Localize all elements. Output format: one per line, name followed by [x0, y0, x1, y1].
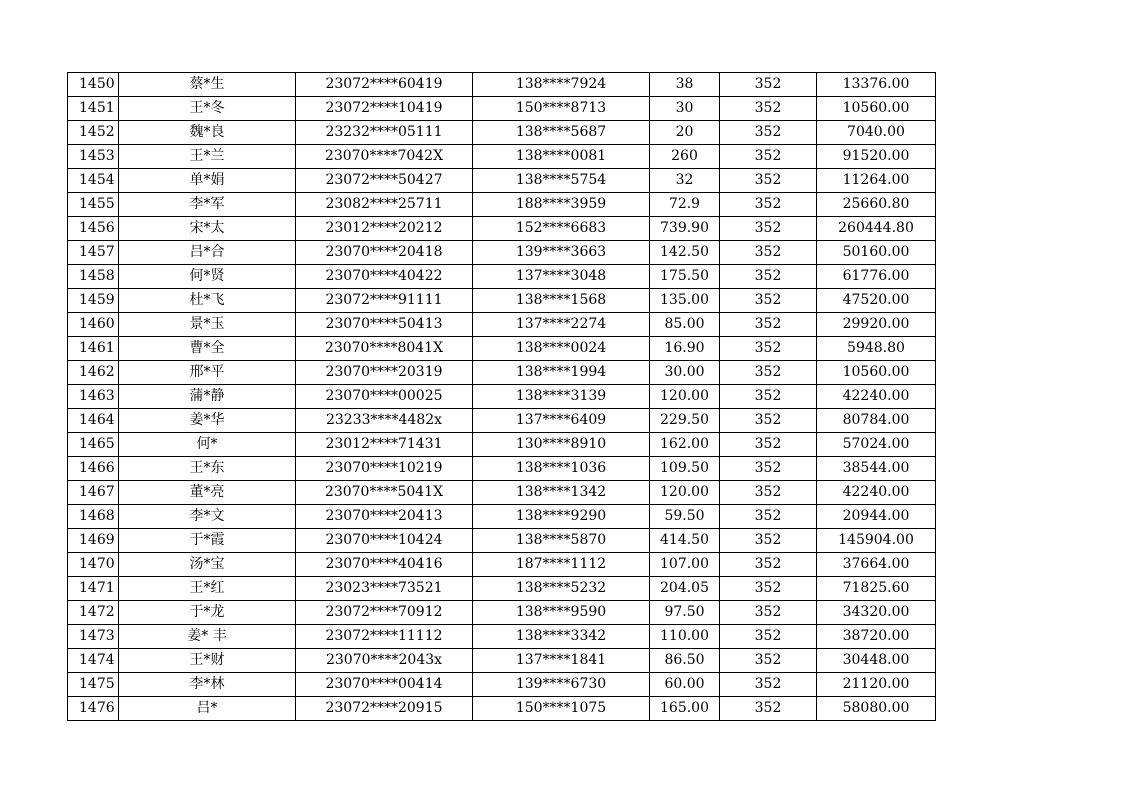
quantity-cell: 32 [650, 169, 720, 193]
name-cell: 姜*华 [119, 409, 296, 433]
name-cell: 姜* 丰 [119, 625, 296, 649]
quantity-cell: 135.00 [650, 289, 720, 313]
table-row [68, 97, 936, 121]
quantity-cell: 30 [650, 97, 720, 121]
name-cell: 杜*飞 [119, 289, 296, 313]
amount-cell: 61776.00 [817, 265, 936, 289]
unit-price-cell: 352 [720, 697, 817, 721]
amount-cell: 47520.00 [817, 289, 936, 313]
amount-cell: 7040.00 [817, 121, 936, 145]
table-row [68, 505, 936, 529]
name-cell: 董*亮 [119, 481, 296, 505]
id-number-cell: 23070****20418 [296, 241, 473, 265]
id-number-cell: 23012****20212 [296, 217, 473, 241]
quantity-cell: 107.00 [650, 553, 720, 577]
unit-price-cell: 352 [720, 169, 817, 193]
unit-price-cell: 352 [720, 481, 817, 505]
row-number-cell: 1454 [68, 169, 119, 193]
unit-price-cell: 352 [720, 385, 817, 409]
name-cell: 魏*良 [119, 121, 296, 145]
amount-cell: 42240.00 [817, 385, 936, 409]
quantity-cell: 739.90 [650, 217, 720, 241]
unit-price-cell: 352 [720, 241, 817, 265]
phone-cell: 138****9590 [473, 601, 650, 625]
table-row [68, 385, 936, 409]
row-number-cell: 1467 [68, 481, 119, 505]
name-cell: 李*林 [119, 673, 296, 697]
row-number-cell: 1457 [68, 241, 119, 265]
row-number-cell: 1469 [68, 529, 119, 553]
id-number-cell: 23070****40422 [296, 265, 473, 289]
phone-cell: 138****5232 [473, 577, 650, 601]
table-row [68, 361, 936, 385]
name-cell: 曹*全 [119, 337, 296, 361]
unit-price-cell: 352 [720, 193, 817, 217]
amount-cell: 37664.00 [817, 553, 936, 577]
table-row [68, 409, 936, 433]
phone-cell: 150****1075 [473, 697, 650, 721]
amount-cell: 38544.00 [817, 457, 936, 481]
phone-cell: 150****8713 [473, 97, 650, 121]
name-cell: 吕*合 [119, 241, 296, 265]
amount-cell: 25660.80 [817, 193, 936, 217]
row-number-cell: 1472 [68, 601, 119, 625]
table-row [68, 697, 936, 721]
phone-cell: 188****3959 [473, 193, 650, 217]
quantity-cell: 162.00 [650, 433, 720, 457]
amount-cell: 58080.00 [817, 697, 936, 721]
amount-cell: 80784.00 [817, 409, 936, 433]
unit-price-cell: 352 [720, 313, 817, 337]
quantity-cell: 414.50 [650, 529, 720, 553]
quantity-cell: 20 [650, 121, 720, 145]
row-number-cell: 1455 [68, 193, 119, 217]
id-number-cell: 23070****20413 [296, 505, 473, 529]
quantity-cell: 30.00 [650, 361, 720, 385]
name-cell: 王*财 [119, 649, 296, 673]
table-row [68, 601, 936, 625]
id-number-cell: 23070****10219 [296, 457, 473, 481]
quantity-cell: 110.00 [650, 625, 720, 649]
row-number-cell: 1461 [68, 337, 119, 361]
row-number-cell: 1463 [68, 385, 119, 409]
name-cell: 蔡*生 [119, 73, 296, 97]
table-row [68, 649, 936, 673]
table-row [68, 433, 936, 457]
quantity-cell: 59.50 [650, 505, 720, 529]
table-row [68, 457, 936, 481]
id-number-cell: 23023****73521 [296, 577, 473, 601]
id-number-cell: 23233****4482x [296, 409, 473, 433]
id-number-cell: 23072****50427 [296, 169, 473, 193]
table-row [68, 265, 936, 289]
phone-cell: 138****0024 [473, 337, 650, 361]
name-cell: 单*娟 [119, 169, 296, 193]
unit-price-cell: 352 [720, 121, 817, 145]
row-number-cell: 1476 [68, 697, 119, 721]
name-cell: 吕* [119, 697, 296, 721]
amount-cell: 34320.00 [817, 601, 936, 625]
table-row [68, 313, 936, 337]
id-number-cell: 23070****50413 [296, 313, 473, 337]
id-number-cell: 23070****8041X [296, 337, 473, 361]
quantity-cell: 72.9 [650, 193, 720, 217]
table-row [68, 481, 936, 505]
data-table [67, 72, 936, 721]
quantity-cell: 175.50 [650, 265, 720, 289]
amount-cell: 260444.80 [817, 217, 936, 241]
table-row [68, 241, 936, 265]
table-row [68, 673, 936, 697]
id-number-cell: 23072****60419 [296, 73, 473, 97]
phone-cell: 130****8910 [473, 433, 650, 457]
phone-cell: 138****1342 [473, 481, 650, 505]
quantity-cell: 85.00 [650, 313, 720, 337]
table-row [68, 193, 936, 217]
name-cell: 宋*太 [119, 217, 296, 241]
phone-cell: 138****5687 [473, 121, 650, 145]
unit-price-cell: 352 [720, 289, 817, 313]
phone-cell: 137****6409 [473, 409, 650, 433]
phone-cell: 138****5870 [473, 529, 650, 553]
quantity-cell: 60.00 [650, 673, 720, 697]
table-row [68, 121, 936, 145]
id-number-cell: 23070****10424 [296, 529, 473, 553]
row-number-cell: 1451 [68, 97, 119, 121]
row-number-cell: 1460 [68, 313, 119, 337]
phone-cell: 187****1112 [473, 553, 650, 577]
table-row [68, 529, 936, 553]
amount-cell: 71825.60 [817, 577, 936, 601]
phone-cell: 138****5754 [473, 169, 650, 193]
row-number-cell: 1466 [68, 457, 119, 481]
row-number-cell: 1471 [68, 577, 119, 601]
amount-cell: 11264.00 [817, 169, 936, 193]
phone-cell: 138****3139 [473, 385, 650, 409]
id-number-cell: 23070****2043x [296, 649, 473, 673]
table-row [68, 217, 936, 241]
row-number-cell: 1458 [68, 265, 119, 289]
amount-cell: 38720.00 [817, 625, 936, 649]
unit-price-cell: 352 [720, 145, 817, 169]
amount-cell: 91520.00 [817, 145, 936, 169]
quantity-cell: 38 [650, 73, 720, 97]
name-cell: 汤*宝 [119, 553, 296, 577]
amount-cell: 10560.00 [817, 97, 936, 121]
amount-cell: 20944.00 [817, 505, 936, 529]
quantity-cell: 204.05 [650, 577, 720, 601]
name-cell: 于*龙 [119, 601, 296, 625]
row-number-cell: 1450 [68, 73, 119, 97]
phone-cell: 137****1841 [473, 649, 650, 673]
amount-cell: 57024.00 [817, 433, 936, 457]
table-row [68, 553, 936, 577]
id-number-cell: 23082****25711 [296, 193, 473, 217]
quantity-cell: 165.00 [650, 697, 720, 721]
row-number-cell: 1452 [68, 121, 119, 145]
id-number-cell: 23012****71431 [296, 433, 473, 457]
phone-cell: 137****2274 [473, 313, 650, 337]
id-number-cell: 23072****10419 [296, 97, 473, 121]
id-number-cell: 23070****00025 [296, 385, 473, 409]
amount-cell: 5948.80 [817, 337, 936, 361]
name-cell: 李*军 [119, 193, 296, 217]
id-number-cell: 23070****40416 [296, 553, 473, 577]
row-number-cell: 1453 [68, 145, 119, 169]
row-number-cell: 1474 [68, 649, 119, 673]
unit-price-cell: 352 [720, 553, 817, 577]
phone-cell: 138****1568 [473, 289, 650, 313]
table-row [68, 337, 936, 361]
phone-cell: 138****1036 [473, 457, 650, 481]
id-number-cell: 23070****00414 [296, 673, 473, 697]
table-body [68, 73, 936, 721]
unit-price-cell: 352 [720, 337, 817, 361]
quantity-cell: 120.00 [650, 385, 720, 409]
amount-cell: 42240.00 [817, 481, 936, 505]
row-number-cell: 1475 [68, 673, 119, 697]
unit-price-cell: 352 [720, 97, 817, 121]
row-number-cell: 1468 [68, 505, 119, 529]
phone-cell: 139****6730 [473, 673, 650, 697]
phone-cell: 138****3342 [473, 625, 650, 649]
unit-price-cell: 352 [720, 649, 817, 673]
unit-price-cell: 352 [720, 529, 817, 553]
table-row [68, 169, 936, 193]
name-cell: 王*兰 [119, 145, 296, 169]
amount-cell: 21120.00 [817, 673, 936, 697]
unit-price-cell: 352 [720, 457, 817, 481]
unit-price-cell: 352 [720, 601, 817, 625]
unit-price-cell: 352 [720, 577, 817, 601]
id-number-cell: 23072****11112 [296, 625, 473, 649]
name-cell: 景*玉 [119, 313, 296, 337]
quantity-cell: 120.00 [650, 481, 720, 505]
unit-price-cell: 352 [720, 505, 817, 529]
phone-cell: 138****7924 [473, 73, 650, 97]
table-row [68, 577, 936, 601]
name-cell: 蒲*静 [119, 385, 296, 409]
phone-cell: 139****3663 [473, 241, 650, 265]
row-number-cell: 1470 [68, 553, 119, 577]
id-number-cell: 23070****20319 [296, 361, 473, 385]
name-cell: 王*冬 [119, 97, 296, 121]
name-cell: 何*贤 [119, 265, 296, 289]
name-cell: 于*霞 [119, 529, 296, 553]
name-cell: 邢*平 [119, 361, 296, 385]
phone-cell: 138****0081 [473, 145, 650, 169]
name-cell: 王*红 [119, 577, 296, 601]
quantity-cell: 16.90 [650, 337, 720, 361]
quantity-cell: 260 [650, 145, 720, 169]
table-row [68, 73, 936, 97]
id-number-cell: 23072****70912 [296, 601, 473, 625]
unit-price-cell: 352 [720, 265, 817, 289]
id-number-cell: 23072****91111 [296, 289, 473, 313]
unit-price-cell: 352 [720, 409, 817, 433]
name-cell: 李*文 [119, 505, 296, 529]
phone-cell: 152****6683 [473, 217, 650, 241]
row-number-cell: 1462 [68, 361, 119, 385]
quantity-cell: 97.50 [650, 601, 720, 625]
id-number-cell: 23070****7042X [296, 145, 473, 169]
quantity-cell: 142.50 [650, 241, 720, 265]
unit-price-cell: 352 [720, 361, 817, 385]
phone-cell: 137****3048 [473, 265, 650, 289]
phone-cell: 138****1994 [473, 361, 650, 385]
unit-price-cell: 352 [720, 433, 817, 457]
unit-price-cell: 352 [720, 673, 817, 697]
table-row [68, 625, 936, 649]
table-row [68, 145, 936, 169]
id-number-cell: 23232****05111 [296, 121, 473, 145]
row-number-cell: 1459 [68, 289, 119, 313]
name-cell: 王*东 [119, 457, 296, 481]
phone-cell: 138****9290 [473, 505, 650, 529]
row-number-cell: 1473 [68, 625, 119, 649]
amount-cell: 29920.00 [817, 313, 936, 337]
amount-cell: 30448.00 [817, 649, 936, 673]
quantity-cell: 109.50 [650, 457, 720, 481]
amount-cell: 13376.00 [817, 73, 936, 97]
unit-price-cell: 352 [720, 217, 817, 241]
amount-cell: 145904.00 [817, 529, 936, 553]
table-row [68, 289, 936, 313]
amount-cell: 10560.00 [817, 361, 936, 385]
unit-price-cell: 352 [720, 73, 817, 97]
name-cell: 何* [119, 433, 296, 457]
quantity-cell: 86.50 [650, 649, 720, 673]
row-number-cell: 1465 [68, 433, 119, 457]
row-number-cell: 1456 [68, 217, 119, 241]
unit-price-cell: 352 [720, 625, 817, 649]
quantity-cell: 229.50 [650, 409, 720, 433]
amount-cell: 50160.00 [817, 241, 936, 265]
id-number-cell: 23070****5041X [296, 481, 473, 505]
row-number-cell: 1464 [68, 409, 119, 433]
id-number-cell: 23072****20915 [296, 697, 473, 721]
